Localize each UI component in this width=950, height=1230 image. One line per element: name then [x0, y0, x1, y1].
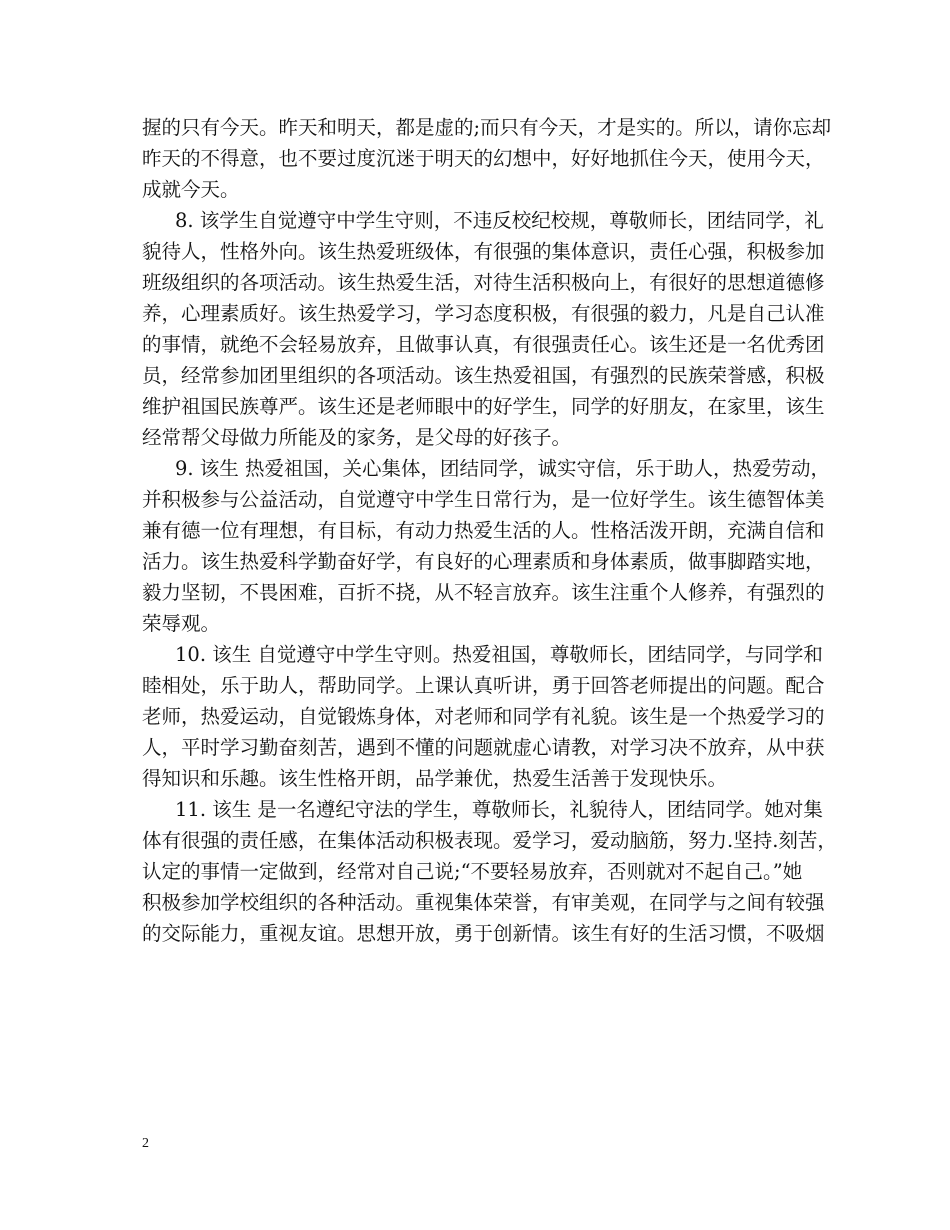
text-line: 的交际能力，重视友谊。思想开放，勇于创新情。该生有好的生活习惯，不吸烟 [142, 922, 825, 945]
text-line: 老师，热爱运动，自觉锻炼身体，对老师和同学有礼貌。该生是一个热爱学习的 [142, 705, 825, 728]
text-line: 握的只有今天。昨天和明天，都是虚的;而只有今天，才是实的。所以，请你忘却 [142, 116, 832, 139]
paragraph-item-8 [142, 205, 825, 453]
paragraph-item-9 [142, 453, 831, 639]
text-line: 毅力坚韧，不畏困难，百折不挠，从不轻言放弃。该生注重个人修养，有强烈的 [142, 581, 825, 604]
text-line: 10. 该生 自觉遵守中学生守则。热爱祖国，尊敬师长，团结同学，与同学和 [175, 643, 823, 666]
paragraph-item-10 [142, 639, 825, 794]
text-line: 8. 该学生自觉遵守中学生守则，不违反校纪校规，尊敬师长，团结同学，礼 [175, 209, 824, 232]
text-line: 貌待人，性格外向。该生热爱班级体，有很强的集体意识，责任心强，积极参加 [142, 240, 825, 263]
text-line: 11. 该生 是一名遵纪守法的学生，尊敬师长，礼貌待人，团结同学。她对集 [175, 798, 823, 821]
text-line: 的事情，就绝不会轻易放弃，且做事认真，有很强责任心。该生还是一名优秀团 [142, 333, 825, 356]
text-line: 体有很强的责任感，在集体活动积极表现。爱学习，爱动脑筋，努力.坚持.刻苦， [142, 829, 837, 852]
text-line: 人，平时学习勤奋刻苦，遇到不懂的问题就虚心请教，对学习决不放弃，从中获 [142, 736, 825, 759]
text-line: 维护祖国民族尊严。该生还是老师眼中的好学生，同学的好朋友，在家里，该生 [142, 395, 825, 418]
document-body [142, 112, 837, 949]
text-line: 并积极参与公益活动，自觉遵守中学生日常行为，是一位好学生。该生德智体美 [142, 488, 825, 511]
text-line: 认定的事情一定做到，经常对自己说;“不要轻易放弃，否则就对不起自己。”她 [142, 860, 803, 883]
text-line: 9. 该生 热爱祖国，关心集体，团结同学，诚实守信，乐于助人，热爱劳动， [175, 457, 831, 480]
text-line: 经常帮父母做力所能及的家务，是父母的好孩子。 [142, 426, 572, 449]
text-line: 养，心理素质好。该生热爱学习，学习态度积极，有很强的毅力，凡是自己认准 [142, 302, 825, 325]
text-line: 员，经常参加团里组织的各项活动。该生热爱祖国，有强烈的民族荣誉感，积极 [142, 364, 825, 387]
text-line: 得知识和乐趣。该生性格开朗，品学兼优，热爱生活善于发现快乐。 [142, 767, 728, 790]
text-line: 昨天的不得意，也不要过度沉迷于明天的幻想中，好好地抓住今天，使用今天， [142, 147, 825, 170]
text-line: 睦相处，乐于助人，帮助同学。上课认真听讲，勇于回答老师提出的问题。配合 [142, 674, 825, 697]
text-line: 荣辱观。 [142, 612, 221, 635]
text-line: 积极参加学校组织的各种活动。重视集体荣誉，有审美观，在同学与之间有较强 [142, 891, 825, 914]
paragraph-item-11 [142, 794, 837, 949]
text-line: 活力。该生热爱科学勤奋好学，有良好的心理素质和身体素质，做事脚踏实地， [142, 550, 825, 573]
text-line: 班级组织的各项活动。该生热爱生活，对待生活积极向上，有很好的思想道德修 [142, 271, 825, 294]
page-number: 2 [142, 1136, 149, 1151]
text-line: 成就今天。 [142, 178, 240, 201]
paragraph-continuation [142, 112, 832, 205]
text-line: 兼有德一位有理想，有目标，有动力热爱生活的人。性格活泼开朗，充满自信和 [142, 519, 825, 542]
